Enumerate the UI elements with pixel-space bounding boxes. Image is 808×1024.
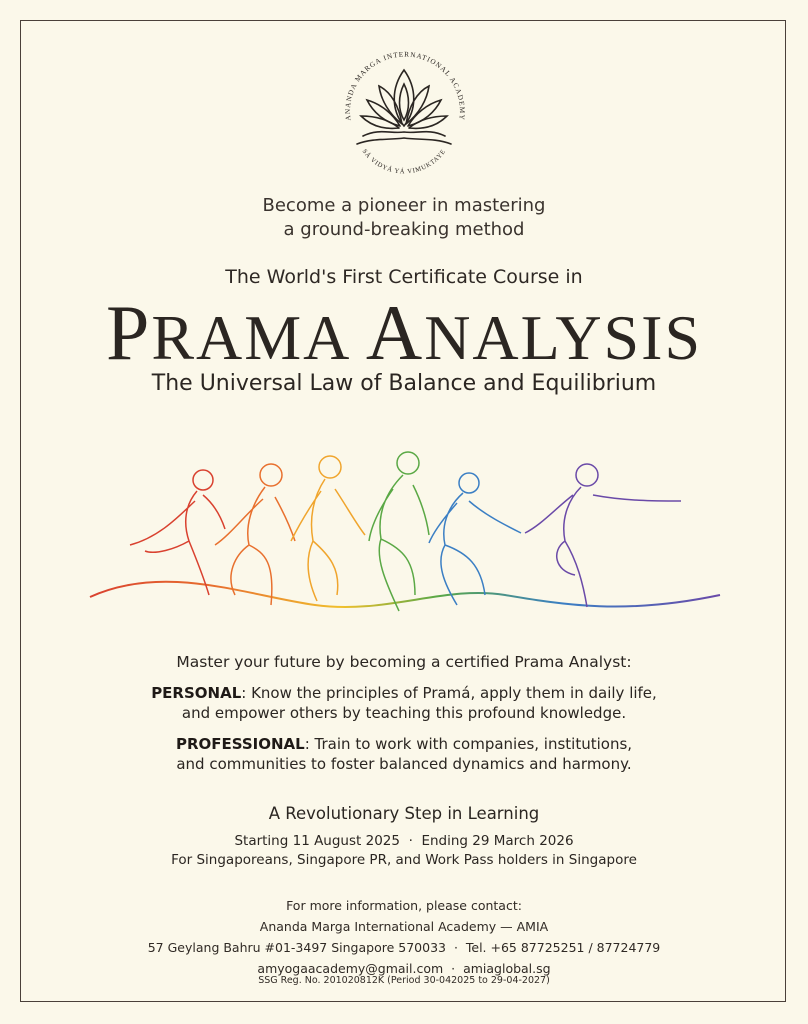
end-date: Ending 29 March 2026	[421, 833, 574, 849]
personal-label: PERSONAL	[151, 684, 242, 702]
contact-org: Ananda Marga International Academy — AMIA	[259, 919, 549, 934]
logo-ring-text-top: ANANDA MARGA INTERNATIONAL ACADEMY	[343, 50, 467, 122]
title-nalysis: NALYSIS	[424, 302, 703, 373]
logo-ring-text-bottom: SÁ VIDYÁ YÁ VIMUKTAYE	[360, 148, 448, 176]
contact-tel: Tel. +65 87725251 / 87724779	[465, 940, 661, 955]
professional-paragraph	[0, 734, 808, 774]
contact-block	[0, 895, 808, 979]
course-dates	[0, 832, 808, 870]
personal-line-1: : Know the principles of Pramá, apply them in daily life,	[241, 684, 657, 702]
contact-intro: For more information, please contact:	[286, 898, 522, 913]
contact-separator-2: ·	[451, 961, 456, 976]
professional-line-1: : Train to work with companies, institutions,	[304, 735, 633, 753]
professional-line-2: and communities to foster balanced dynamics and harmony.	[176, 755, 632, 773]
tagline-line-1: Become a pioneer in mastering	[262, 195, 546, 216]
contact-website[interactable]: amiaglobal.sg	[463, 961, 551, 976]
title-initial-a: A	[365, 289, 425, 376]
date-separator: ·	[408, 833, 413, 849]
personal-line-2: and empower others by teaching this profound knowledge.	[181, 704, 627, 722]
subtitle: The Universal Law of Balance and Equilibrium	[151, 371, 657, 396]
svg-text:SÁ VIDYÁ YÁ VIMUKTAYE	[361, 148, 448, 175]
eligibility: For Singaporeans, Singapore PR, and Work Pass holders in Singapore	[171, 852, 637, 868]
contact-separator: ·	[453, 940, 458, 955]
start-date: Starting 11 August 2025	[234, 833, 400, 849]
personal-paragraph	[0, 683, 808, 723]
contact-email[interactable]: amyogaacademy@gmail.com	[257, 961, 444, 976]
tagline	[0, 194, 808, 242]
title-initial-p: P	[105, 289, 152, 376]
rainbow-dancers-illustration	[85, 445, 725, 625]
course-title	[0, 289, 808, 376]
pre-title: The World's First Certificate Course in	[225, 266, 583, 288]
contact-address: 57 Geylang Bahru #01-3497 Singapore 570033	[147, 940, 446, 955]
title-rama: RAMA	[151, 302, 366, 373]
master-line: Master your future by becoming a certified Prama Analyst:	[176, 653, 632, 671]
step-title: A Revolutionary Step in Learning	[268, 804, 540, 823]
lotus-icon	[329, 40, 479, 190]
tagline-line-2: a ground-breaking method	[283, 219, 525, 240]
professional-label: PROFESSIONAL	[175, 735, 305, 753]
ssg-registration: SSG Reg. No. 201020812K (Period 30-042025 to 29-04-2027)	[258, 975, 550, 986]
